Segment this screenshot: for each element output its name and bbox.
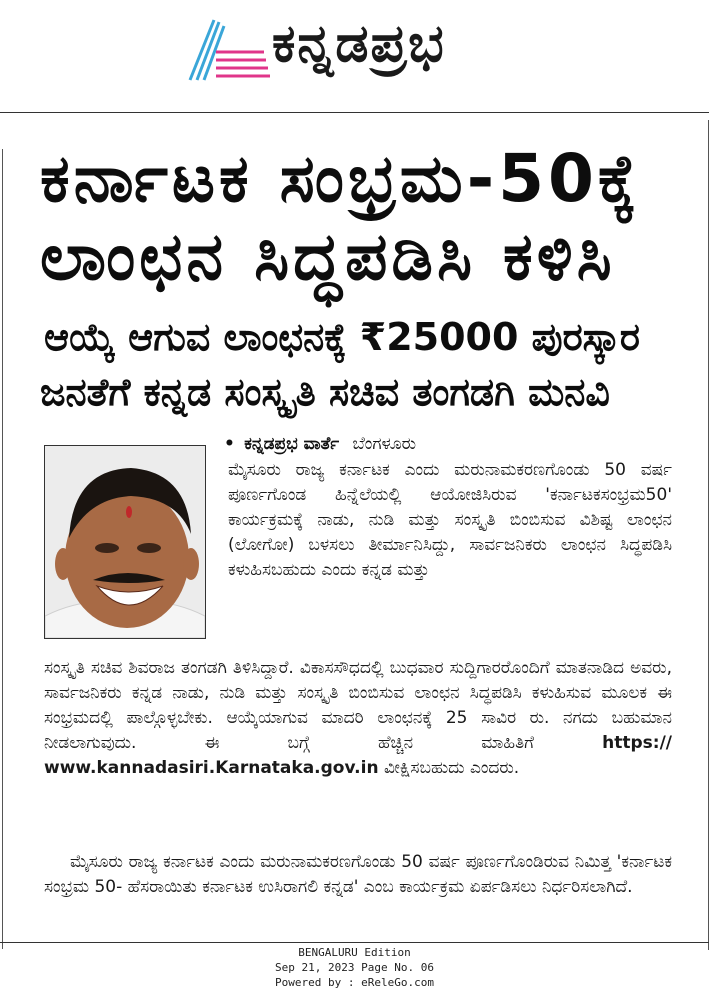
subheadline-line-1: ಆಯ್ಕೆ ಆಗುವ ಲಾಂಛನಕ್ಕೆ ₹25000 ಪುರಸ್ಕಾರ	[44, 315, 640, 359]
article-paragraph-1-end: ವೀಕ್ಷಿಸಬಹುದು ಎಂದರು.	[383, 758, 520, 778]
subheadline-line-2: ಜನತೆಗೆ ಕನ್ನಡ ಸಂಸ್ಕೃತಿ ಸಚಿವ ತಂಗಡಗಿ ಮನವಿ	[40, 370, 610, 414]
top-divider	[0, 112, 709, 113]
frame-left-rule	[2, 149, 3, 949]
bottom-divider	[0, 942, 709, 943]
info-url: https:// www.kannadasiri.Karnataka.gov.in	[44, 733, 672, 778]
article-paragraph-1-body: ಸಂಸ್ಕೃತಿ ಸಚಿವ ಶಿವರಾಜ ತಂಗಡಗಿ ತಿಳಿಸಿದ್ದಾರೆ. ವಿಕಾಸಸೌಧದಲ್ಲಿ ಬುಧವಾರ ಸುದ್ದಿಗಾರರೊಂದಿಗೆ ಮಾತನಾಡಿದ ಅವರು, ಸಾರ್ವಜನಿಕರು ಕನ್ನಡ ನಾಡು, ನುಡಿ ಮತ್ತು ಸಂಸ್ಕೃತಿ ಬಿಂಬಿಸುವ ಲಾಂಛನ ಸಿದ್ಧಪಡಿಸಿ ಕಳುಹಿಸುವ ಮೂಲಕ ಈ ಸಂಭ್ರಮದಲ್ಲಿ ಪಾಲ್ಗೊಳ್ಳಬೇಕು. ಆಯ್ಕೆಯಾಗುವ ಮಾದರಿ ಲಾಂಛನಕ್ಕೆ 25 ಸಾವಿರ ರು. ನಗದು ಬಹುಮಾನ ನೀಡಲಾಗುವುದು. ಈ ಬಗ್ಗೆ ಹೆಚ್ಚಿನ ಮಾಹಿತಿಗೆ	[44, 658, 672, 753]
masthead-logo-text: ಕನ್ನಡಪ್ರಭ	[272, 14, 446, 74]
byline	[224, 434, 416, 454]
masthead	[0, 0, 709, 112]
footer-powered-by: Powered by : eReleGo.com	[275, 976, 434, 989]
article-paragraph-1-continued	[44, 656, 672, 781]
article-paragraph-1: ಮೈಸೂರು ರಾಜ್ಯ ಕರ್ನಾಟಕ ಎಂದು ಮರುನಾಮಕರಣಗೊಂಡು 50 ವರ್ಷ ಪೂರ್ಣಗೊಂಡ ಹಿನ್ನೆಲೆಯಲ್ಲಿ ಆಯೋಜಿಸಿರುವ 'ಕರ್ನಾಟಕಸಂಭ್ರಮ50' ಕಾರ್ಯಕ್ರಮಕ್ಕೆ ನಾಡು, ನುಡಿ ಮತ್ತು ಸಂಸ್ಕೃತಿ ಬಿಂಬಿಸುವ ವಿಶಿಷ್ಟ ಲಾಂಛನ (ಲೋಗೋ) ಬಳಸಲು ತೀರ್ಮಾನಿಸಿದ್ದು, ಸಾರ್ವಜನಿಕರು ಲಾಂಛನ ಸಿದ್ಧಪಡಿಸಿ ಕಳುಹಿಸಬಹುದು ಎಂದು ಕನ್ನಡ ಮತ್ತು	[228, 460, 672, 580]
article-paragraph-2: ಮೈಸೂರು ರಾಜ್ಯ ಕರ್ನಾಟಕ ಎಂದು ಮರುನಾಮಕರಣಗೊಂಡು 50 ವರ್ಷ ಪೂರ್ಣಗೊಂಡಿರುವ ನಿಮಿತ್ತ 'ಕರ್ನಾಟಕ ಸಂಭ್ರಮ 50- ಹೆಸರಾಯಿತು ಕರ್ನಾಟಕ ಉಸಿರಾಗಲಿ ಕನ್ನಡ' ಎಂಬ ಕಾರ್ಯಕ್ರಮ ಏರ್ಪಡಿಸಲು ನಿರ್ಧರಿಸಲಾಗಿದೆ.	[44, 852, 672, 897]
headline-line-1: ಕರ್ನಾಟಕ ಸಂಭ್ರಮ-50ಕ್ಕೆ	[40, 140, 641, 217]
byline-agency: ಕನ್ನಡಪ್ರಭ ವಾರ್ತೆ	[244, 434, 340, 454]
minister-photo	[44, 445, 206, 639]
headline-line-2: ಲಾಂಛನ ಸಿದ್ಧಪಡಿಸಿ ಕಳಿಸಿ	[40, 218, 616, 295]
edition-footer	[0, 945, 709, 990]
triangle-logo-icon	[186, 12, 270, 84]
byline-bullet: •	[224, 434, 235, 454]
byline-place: ಬೆಂಗಳೂರು	[352, 434, 416, 454]
footer-edition: BENGALURU Edition	[298, 946, 411, 959]
footer-date-page: Sep 21, 2023 Page No. 06	[275, 961, 434, 974]
